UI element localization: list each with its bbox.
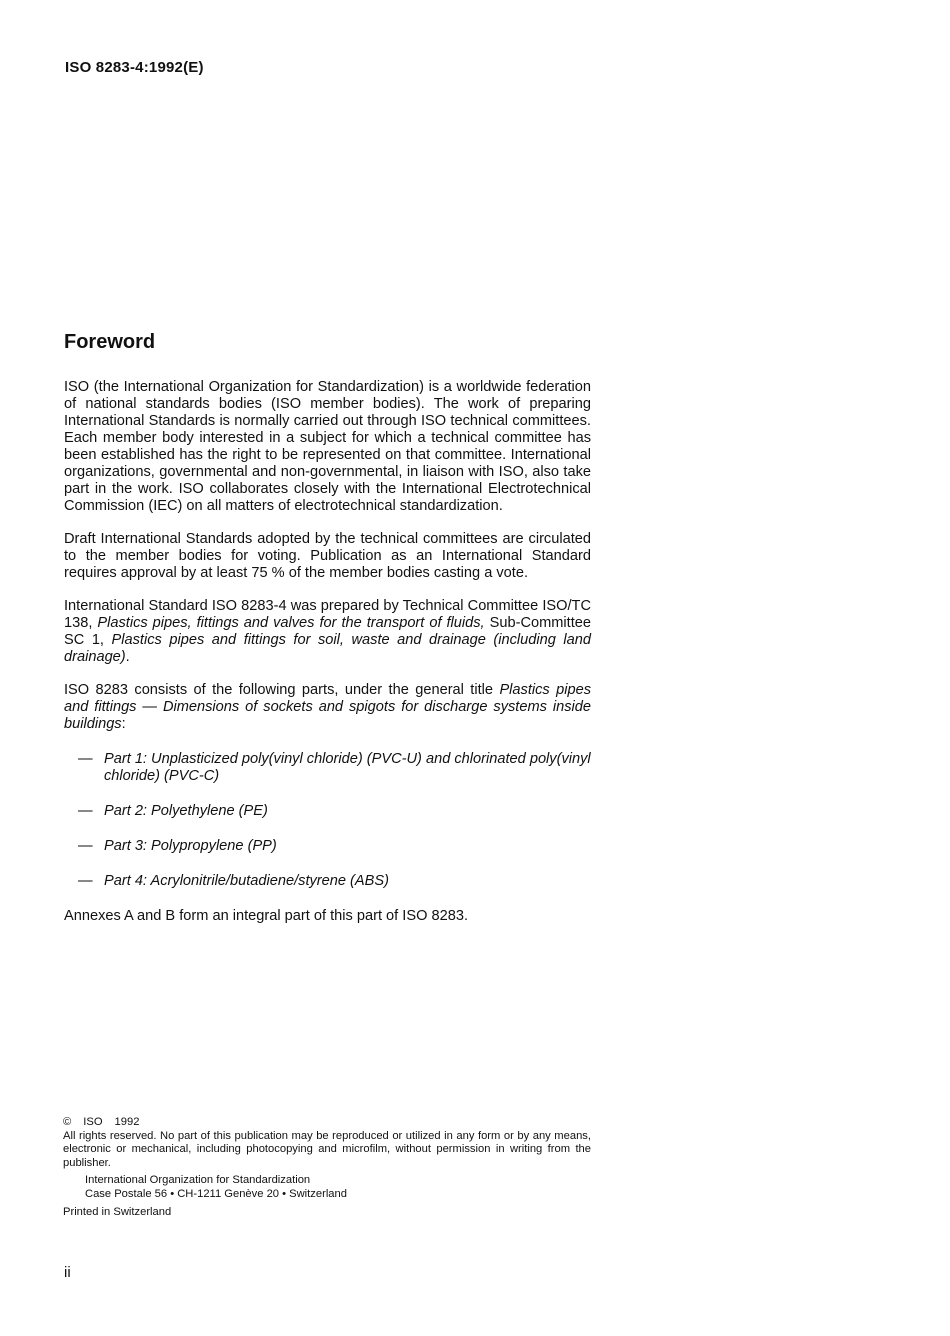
part-title: Part 1: Unplasticized poly(vinyl chloride) (PVC-U) and chlorinated poly(vinyl chloride) (PVC-C) [104, 751, 591, 784]
address-line-2: Case Postale 56 • CH-1211 Genève 20 • Switzerland [85, 1187, 347, 1200]
document-header-id: ISO 8283-4:1992(E) [65, 59, 204, 76]
rights-statement: All rights reserved. No part of this publication may be reproduced or utilized in any form or by any means, electronic or mechanical, including photocopying and microfilm, without permission in writing from the publisher. [63, 1129, 591, 1169]
parts-list [64, 751, 591, 890]
sub-committee-title: Plastics pipes and fittings for soil, waste and drainage (including land drainage) [64, 632, 591, 665]
page-number: ii [64, 1264, 71, 1281]
copyright-block [63, 1116, 591, 1220]
list-item [64, 873, 591, 890]
general-title: Plastics pipes and fittings — Dimensions of sockets and spigots for discharge systems inside buildings [64, 682, 592, 732]
foreword-paragraph-2: Draft International Standards adopted by the technical committees are circulated to the member bodies for voting. Publication as an International Standard requires approval by at least 75 % of the member bodies casting a vote. [64, 531, 591, 581]
dash-marker: — [78, 803, 93, 819]
dash-marker: — [78, 838, 93, 854]
list-item [64, 803, 591, 820]
copyright-year: 1992 [114, 1116, 140, 1128]
part-title: Part 2: Polyethylene (PE) [104, 803, 268, 819]
copyright-symbol: © [63, 1116, 72, 1128]
list-item [64, 751, 591, 785]
part-title: Part 4: Acrylonitrile/butadiene/styrene (ABS) [104, 873, 389, 889]
paragraph-3-end: . [125, 649, 130, 665]
foreword-heading: Foreword [64, 331, 156, 353]
dash-marker: — [78, 873, 93, 889]
sub-committee-label: Sub-Committee SC 1, [64, 615, 592, 648]
foreword-paragraph-3 [64, 598, 591, 666]
printed-in: Printed in Switzerland [63, 1206, 172, 1218]
copyright-line [63, 1116, 591, 1130]
part-title: Part 3: Polypropylene (PP) [104, 838, 277, 854]
dash-marker: — [78, 751, 93, 767]
foreword-body [64, 379, 591, 941]
technical-committee-title: Plastics pipes, fittings and valves for the transport of fluids, [97, 615, 485, 631]
address-line-1: International Organization for Standardization [85, 1174, 311, 1186]
list-item [64, 838, 591, 855]
paragraph-3-lead: International Standard ISO 8283-4 was prepared by Technical Committee ISO/TC 138, [64, 598, 591, 631]
paragraph-4-lead: ISO 8283 consists of the following parts, under the general title [64, 682, 494, 698]
foreword-paragraph-4 [64, 682, 591, 733]
publisher-address [85, 1174, 591, 1201]
paragraph-4-end: : [121, 716, 126, 732]
copyright-org: ISO [83, 1116, 103, 1128]
foreword-paragraph-1: ISO (the International Organization for Standardization) is a worldwide federation of national standards bodies (ISO member bodies). The work of preparing International Standards is normally carried out through ISO technical committees. Each member body interested in a subject for which a technical committee has been established has the right to be represented on that committee. International organizations, governmental and non-governmental, in liaison with ISO, also take part in the work. ISO collaborates closely with the International Electrotechnical Commission (IEC) on all matters of electrotechnical standardization. [64, 379, 591, 514]
annex-note: Annexes A and B form an integral part of this part of ISO 8283. [64, 908, 468, 924]
